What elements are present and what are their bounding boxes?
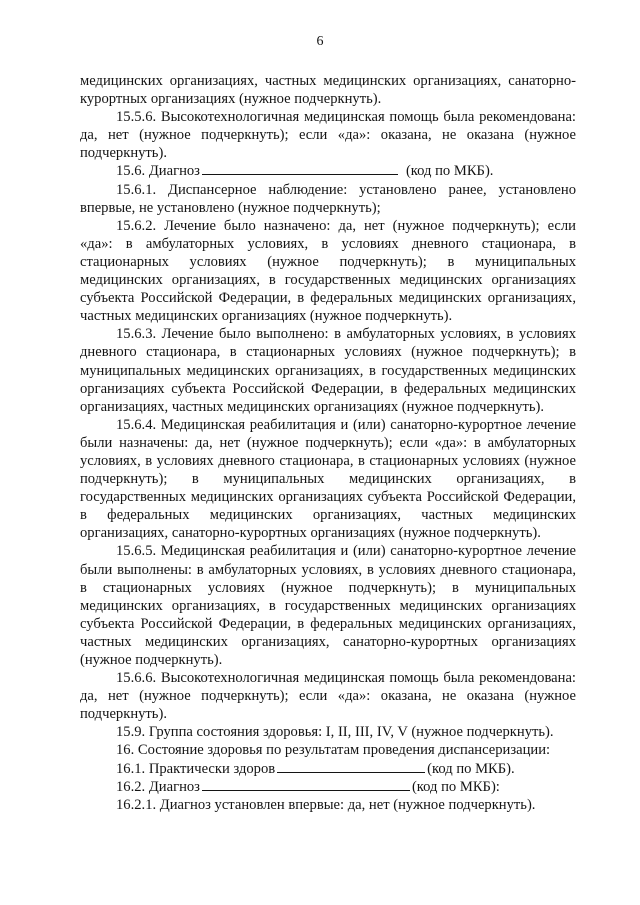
paragraph-16-2-1: 16.2.1. Диагноз установлен впервые: да, нет (нужное подчеркнуть). [116,796,536,813]
paragraph-16-1 [80,760,576,778]
diagnosis-label: 15.6. Диагноз [116,163,200,180]
healthy-label: 16.1. Практически здоров [116,760,276,777]
paragraph-16: 16. Состояние здоровья по результатам проведения диспансеризации: [116,742,551,759]
paragraph-continuation: медицинских организациях, частных медицинских организациях, санаторно-курортных организациях (нужное подчеркнуть). [80,73,576,108]
paragraph-15-6-6: 15.6.6. Высокотехнологичная медицинская помощь была рекомендована: да, нет (нужное подчеркнуть); если «да»: оказана, не оказана (нужное подчеркнуть). [80,670,576,723]
paragraph-15-9: 15.9. Группа состояния здоровья: I, II, III, IV, V (нужное подчеркнуть). [116,724,554,741]
paragraph-16-2 [80,778,576,796]
icd-code-note: (код по МКБ). [427,760,515,777]
document-body [80,72,576,814]
paragraph-15-6-1: 15.6.1. Диспансерное наблюдение: установлено ранее, установлено впервые, не установлено (нужное подчеркнуть); [80,181,576,216]
healthy-blank-line [277,760,425,773]
diagnosis-blank-line [202,162,398,175]
paragraph-15-5-6: 15.5.6. Высокотехнологичная медицинская помощь была рекомендована: да, нет (нужное подчеркнуть); если «да»: оказана, не оказана (нужное подчеркнуть). [80,109,576,162]
paragraph-15-6-5: 15.6.5. Медицинская реабилитация и (или) санаторно-курортное лечение были выполнены: в амбулаторных условиях, в условиях дневного стационара, в стационарных условиях (нужное подчеркнуть); в муниципальных медицинских организациях, в государственных медицинских организациях субъекта Российской Федерации, в федеральных медицинских организациях, частных медицинских организациях, санаторно-курортных организациях (нужное подчеркнуть). [80,543,576,668]
diagnosis-label: 16.2. Диагноз [116,778,200,795]
paragraph-15-6-4: 15.6.4. Медицинская реабилитация и (или) санаторно-курортное лечение были назначены: да, нет (нужное подчеркнуть); если «да»: в амбулаторных условиях, в условиях дневного стационара, в стационарных условиях (нужное подчеркнуть); в муниципальных медицинских организациях, в государственных медицинских организациях субъекта Российской Федерации, в федеральных медицинских организациях, частных медицинских организациях, санаторно-курортных организациях (нужное подчеркнуть). [80,416,576,542]
paragraph-15-6-2: 15.6.2. Лечение было назначено: да, нет (нужное подчеркнуть); если «да»: в амбулаторных условиях, в условиях дневного стационара, в стационарных условиях (нужное подчеркнуть); в муниципальных медицинских организациях, в государственных медицинских организациях субъекта Российской Федерации, в федеральных медицинских организациях, частных медицинских организациях (нужное подчеркнуть). [80,217,576,325]
diagnosis-blank-line [202,778,410,791]
icd-code-note: (код по МКБ): [411,778,500,795]
paragraph-15-6 [80,162,576,180]
paragraph-15-6-3: 15.6.3. Лечение было выполнено: в амбулаторных условиях, в условиях дневного стационара, в стационарных условиях (нужное подчеркнуть); в муниципальных медицинских организациях, в государственных медицинских организациях субъекта Российской Федерации, в федеральных медицинских организациях, частных медицинских организациях (нужное подчеркнуть). [80,326,576,415]
page-number: 6 [316,34,324,49]
icd-code-note: (код по МКБ). [405,163,494,180]
